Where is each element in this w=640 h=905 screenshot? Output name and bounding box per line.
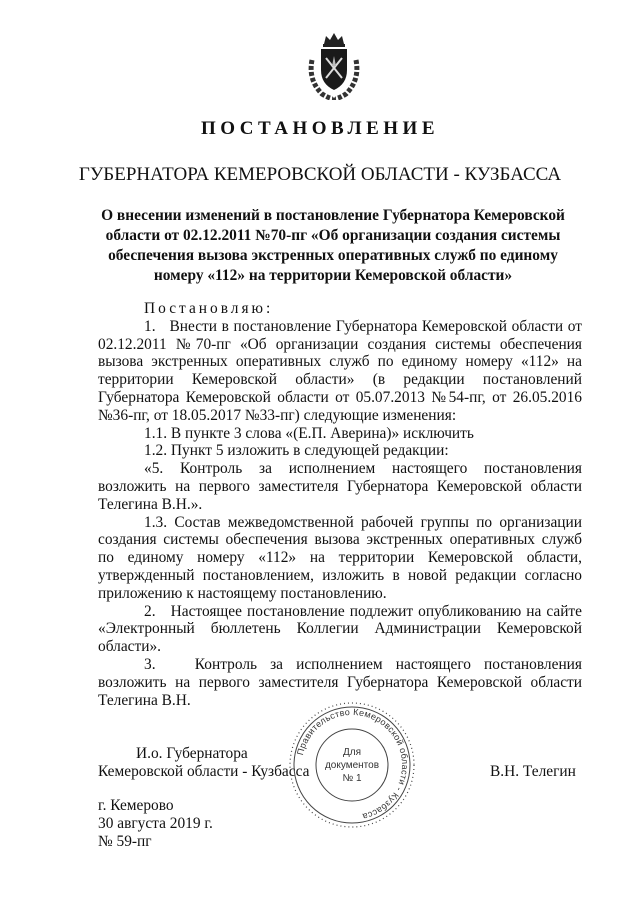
- stamp-line-3: № 1: [342, 773, 362, 784]
- paragraph-1-2: 1.2. Пункт 5 изложить в следующей редакции:: [144, 442, 449, 460]
- city: г. Кемерово: [98, 797, 174, 814]
- stamp-ring-text: Правительство Кемеровской области - Кузбасса: [295, 706, 411, 822]
- date: 30 августа 2019 г.: [98, 815, 213, 832]
- position-line-1: И.о. Губернатора: [136, 745, 248, 762]
- place-date-block: [98, 797, 213, 851]
- paragraph-2: 2. Настоящее постановление подлежит опубликованию на сайте «Электронный бюллетень Коллегии Администрации Кемеровской области».: [98, 602, 582, 656]
- document-heading: О внесении изменений в постановление Губернатора Кемеровской области от 02.12.2011 №70-пг «Об организации создания системы обеспечения вызова экстренных оперативных служб по единому номеру «112» на территории Кемеровской области»: [101, 207, 565, 284]
- intro-line: Постановляю:: [144, 300, 274, 317]
- document-title: ПОСТАНОВЛЕНИЕ: [200, 118, 440, 139]
- paragraph-1-3: 1.3. Состав межведомственной рабочей группы по организации создания системы обеспечения вызова экстренных оперативных служб по единому номеру «112» на территории Кемеровской области, утвержденный постановлением, изложить в новой редакции согласно приложению к настоящему постановлению.: [98, 513, 582, 602]
- coat-of-arms-emblem: [302, 30, 366, 100]
- paragraph-1: 1. Внести в постановление Губернатора Кемеровской области от 02.12.2011 №70-пг «Об организации создания системы обеспечения вызова экстренных оперативных служб по единому номеру «112» на территории Кемеровской области» (в редакции постановлений Губернатора Кемеровской области от 05.07.2013 №54-пг, от 26.05.2016 №36-пг, от 18.05.2017 №33-пг) следующие изменения:: [98, 317, 582, 424]
- issuer-subtitle: ГУБЕРНАТОРА КЕМЕРОВСКОЙ ОБЛАСТИ - КУЗБАССА: [78, 164, 562, 185]
- document-body: [98, 300, 582, 709]
- signatory-name: В.Н. Телегин: [490, 763, 576, 780]
- paragraph-1-1: 1.1. В пункте 3 слова «(Е.П. Аверина)» исключить: [144, 424, 474, 442]
- official-stamp: [287, 700, 417, 830]
- stamp-line-1: Для: [342, 747, 362, 758]
- signatory-position: [98, 745, 309, 781]
- paragraph-1-2-text: «5. Контроль за исполнением настоящего постановления возложить на первого заместителя Губернатора Кемеровской области Телегина В.Н.».: [98, 460, 582, 513]
- position-line-2: Кемеровской области - Кузбасса: [98, 763, 310, 780]
- document-number: № 59-пг: [98, 833, 152, 850]
- paragraph-3: 3. Контроль за исполнением настоящего постановления возложить на первого заместителя Губернатора Кемеровской области Телегина В.Н.: [98, 655, 582, 709]
- stamp-line-2: документов: [324, 760, 380, 771]
